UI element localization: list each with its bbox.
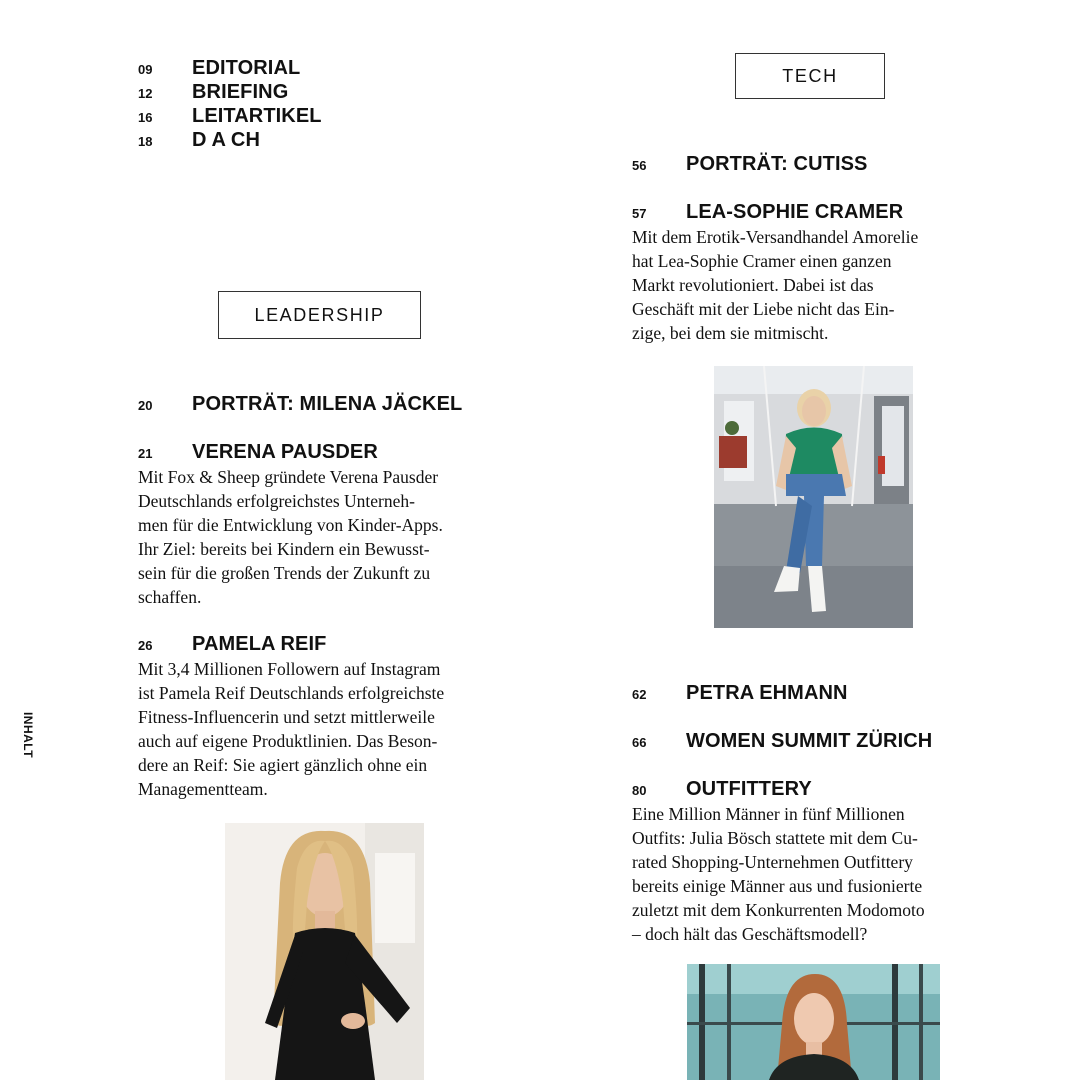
toc-title: PAMELA REIF	[192, 633, 327, 655]
toc-item[interactable]	[632, 777, 1052, 801]
page-number: 56	[632, 158, 647, 173]
page-number: 66	[632, 735, 647, 750]
toc-item[interactable]	[632, 681, 1052, 705]
toc-item[interactable]	[138, 632, 558, 656]
section-label-leadership: LEADERSHIP	[218, 291, 421, 339]
toc-item[interactable]	[138, 56, 558, 80]
toc-title: D A CH	[192, 129, 261, 151]
toc-item[interactable]	[138, 80, 558, 104]
toc-title: PORTRÄT: MILENA JÄCKEL	[192, 393, 463, 415]
toc-item[interactable]	[632, 152, 1052, 176]
page-number: 18	[138, 134, 153, 149]
toc-item[interactable]	[138, 128, 558, 152]
article-description: Mit dem Erotik-Versandhandel Amorelie hat Lea-Sophie Cramer einen ganzen Markt revolutioniert. Dabei ist das Geschäft mit der Liebe nicht das Ein- zige, bei dem sie mitmischt.	[632, 227, 919, 343]
page-number: 16	[138, 110, 153, 125]
article-description: Eine Million Männer in fünf Millionen Outfits: Julia Bösch stattete mit dem Cu- rated Shopping-Unternehmen Outfittery bereits einige Männer aus und fusionierte zuletzt mit dem Konkurrenten Modomoto – doch hält das Geschäftsmodell?	[632, 804, 925, 944]
page-number: 09	[138, 62, 153, 77]
toc-title: WOMEN SUMMIT ZÜRICH	[686, 730, 933, 752]
toc-title: LEITARTIKEL	[192, 105, 322, 127]
portrait-photo-julia-boesch	[687, 964, 940, 1080]
toc-item[interactable]	[138, 104, 558, 128]
portrait-photo-pamela-reif	[225, 823, 424, 1080]
toc-item[interactable]	[138, 440, 558, 464]
toc-title: BRIEFING	[192, 81, 289, 103]
toc-title: PORTRÄT: CUTISS	[686, 153, 868, 175]
portrait-photo-lea-sophie-cramer	[714, 366, 913, 628]
toc-item[interactable]	[632, 729, 1052, 753]
toc-title: PETRA EHMANN	[686, 682, 848, 704]
toc-title: EDITORIAL	[192, 57, 301, 79]
page-number: 62	[632, 687, 647, 702]
toc-item[interactable]	[138, 392, 558, 416]
article-description: Mit 3,4 Millionen Followern auf Instagram ist Pamela Reif Deutschlands erfolgreichste Fitness-Influencerin und setzt mittlerweile auch auf eigene Produktlinien. Das Beson- dere an Reif: Sie agiert gänzlich ohne ein Managementteam.	[138, 659, 445, 799]
page-number: 21	[138, 446, 153, 461]
page-number: 80	[632, 783, 647, 798]
toc-title: LEA-SOPHIE CRAMER	[686, 201, 904, 223]
toc-title: OUTFITTERY	[686, 778, 812, 800]
page-number: 12	[138, 86, 153, 101]
page-number: 20	[138, 398, 153, 413]
page-number: 26	[138, 638, 153, 653]
page-number: 57	[632, 206, 647, 221]
toc-item[interactable]	[632, 200, 1052, 224]
side-label-inhalt: INHALT	[21, 711, 35, 759]
section-label-tech: TECH	[735, 53, 885, 99]
article-description: Mit Fox & Sheep gründete Verena Pausder Deutschlands erfolgreichstes Unterneh- men für die Entwicklung von Kinder-Apps. Ihr Ziel: bereits bei Kindern ein Bewusst- sein für die großen Trends der Zukunft zu schaffen.	[138, 467, 443, 607]
toc-title: VERENA PAUSDER	[192, 441, 378, 463]
